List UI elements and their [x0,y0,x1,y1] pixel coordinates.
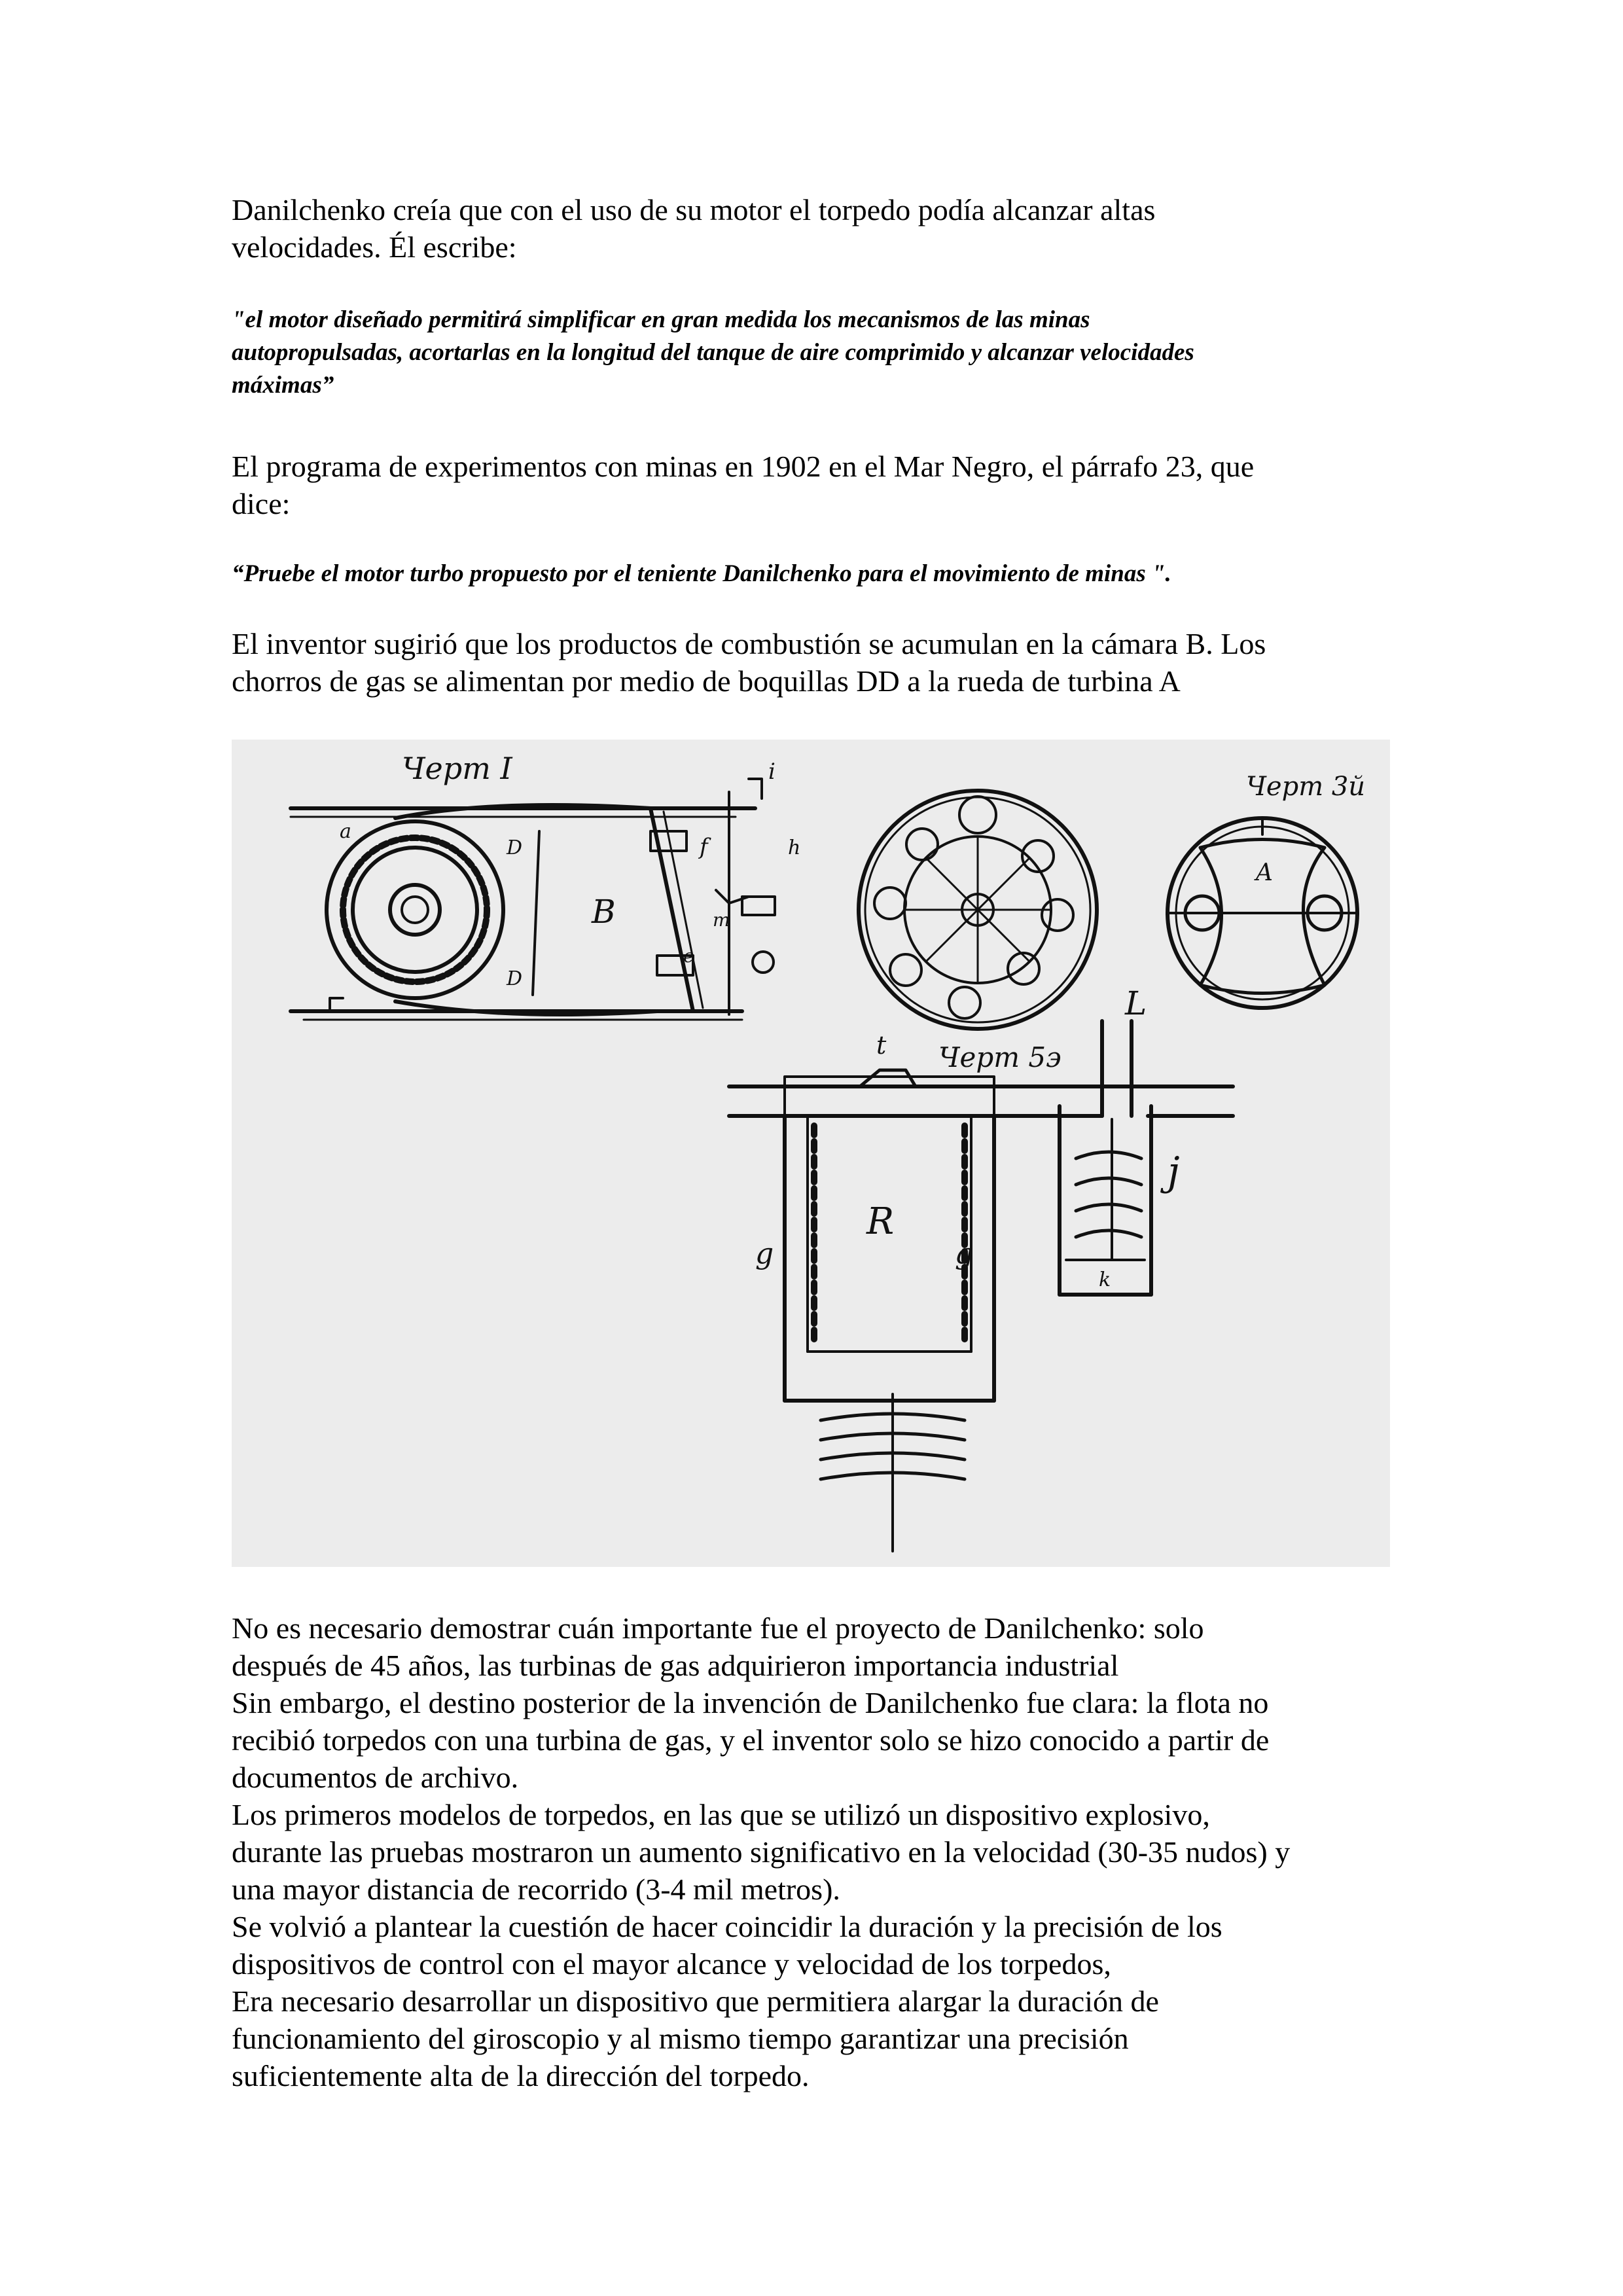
paragraph-line: recibió torpedos con una turbina de gas, y el inventor solo se hizo conocido a partir de [232,1723,1270,1757]
label-g-left: g [755,1237,774,1270]
paragraph-intro [232,191,1397,266]
label-g-right: g [955,1237,974,1270]
paragraph-line: El inventor sugirió que los productos de combustión se acumulan en la cámara B. Los [232,627,1266,660]
label-e: e [683,945,694,967]
paragraph-line: una mayor distancia de recorrido (3-4 mil metros). [232,1873,840,1906]
quote-program [232,558,1397,590]
figure-5-section [729,1021,1233,1551]
label-fig3-title: Черт 3й [1246,772,1366,802]
paragraph-line: Era necesario desarrollar un dispositivo que permitiera alargar la duración de [232,1984,1159,2018]
quote-line: máximas” [232,372,334,399]
paragraph-inventor [232,625,1397,700]
paragraph-line: suficientemente alta de la dirección del torpedo. [232,2059,810,2092]
label-k: k [1099,1268,1111,1291]
paragraph-line: dice: [232,487,291,520]
turbine-drawing-figure [232,740,1390,1567]
paragraph-line: No es necesario demostrar cuán importante fue el proyecto de Danilchenko: solo [232,1611,1204,1645]
paragraph-line: chorros de gas se alimentan por medio de boquillas DD a la rueda de turbina A [232,664,1181,698]
label-d-bottom: D [507,967,523,990]
paragraph-line: Danilchenko creía que con el uso de su motor el torpedo podía alcanzar altas [232,193,1156,226]
paragraph-line: funcionamiento del giroscopio y al mismo tiempo garantizar una precisión [232,2022,1129,2055]
paragraph-line: El programa de experimentos con minas en 1902 en el Mar Negro, el párrafo 23, que [232,450,1255,483]
turbine-drawing [232,740,1390,1567]
label-fig5-title: Черт 5э [938,1041,1061,1073]
paragraph-line: Sin embargo, el destino posterior de la invención de Danilchenko fue clara: la flota no [232,1686,1269,1719]
label-i: i [768,759,776,785]
label-tank-r: R [866,1200,895,1243]
quote-line: "el motor diseñado permitirá simplificar en gran medida los mecanismos de las minas [232,306,1090,333]
paragraph-program [232,448,1397,522]
paragraph-line: velocidades. Él escribe: [232,230,517,264]
label-fig1-title: Черт I [402,751,512,786]
paragraph-line: dispositivos de control con el mayor alcance y velocidad de los torpedos, [232,1947,1111,1981]
paragraph-line: documentos de archivo. [232,1761,519,1794]
paragraph-conclusion [232,1609,1397,2094]
label-j: j [1168,1149,1180,1194]
paragraph-line: Se volvió a plantear la cuestión de hacer coincidir la duración y la precisión de los [232,1910,1222,1943]
quote-line: “Pruebe el motor turbo propuesto por el teniente Danilchenko para el movimiento de minas ". [232,560,1171,587]
quote-danilchenko [232,304,1397,402]
label-a: a [340,820,351,843]
quote-line: autopropulsadas, acortarlas en la longitud del tanque de aire comprimido y alcanzar velocidades [232,339,1194,366]
label-h: h [788,836,801,859]
figure-3-nozzle-plate [1168,818,1357,1008]
label-m: m [713,909,730,931]
label-wheel-a: A [1256,859,1273,886]
label-l: L [1125,984,1147,1022]
paragraph-line: después de 45 años, las turbinas de gas adquirieron importancia industrial [232,1649,1119,1682]
label-d-top: D [507,836,523,859]
figure-2-wheel [859,791,1097,1029]
paragraph-line: durante las pruebas mostraron un aumento significativo en la velocidad (30-35 nudos) y [232,1835,1291,1869]
label-t: t [876,1031,887,1060]
figure-1-section [291,779,775,1020]
paragraph-line: Los primeros modelos de torpedos, en las que se utilizó un dispositivo explosivo, [232,1798,1210,1831]
label-chamber-b: B [592,893,616,931]
label-f: f [700,834,708,860]
